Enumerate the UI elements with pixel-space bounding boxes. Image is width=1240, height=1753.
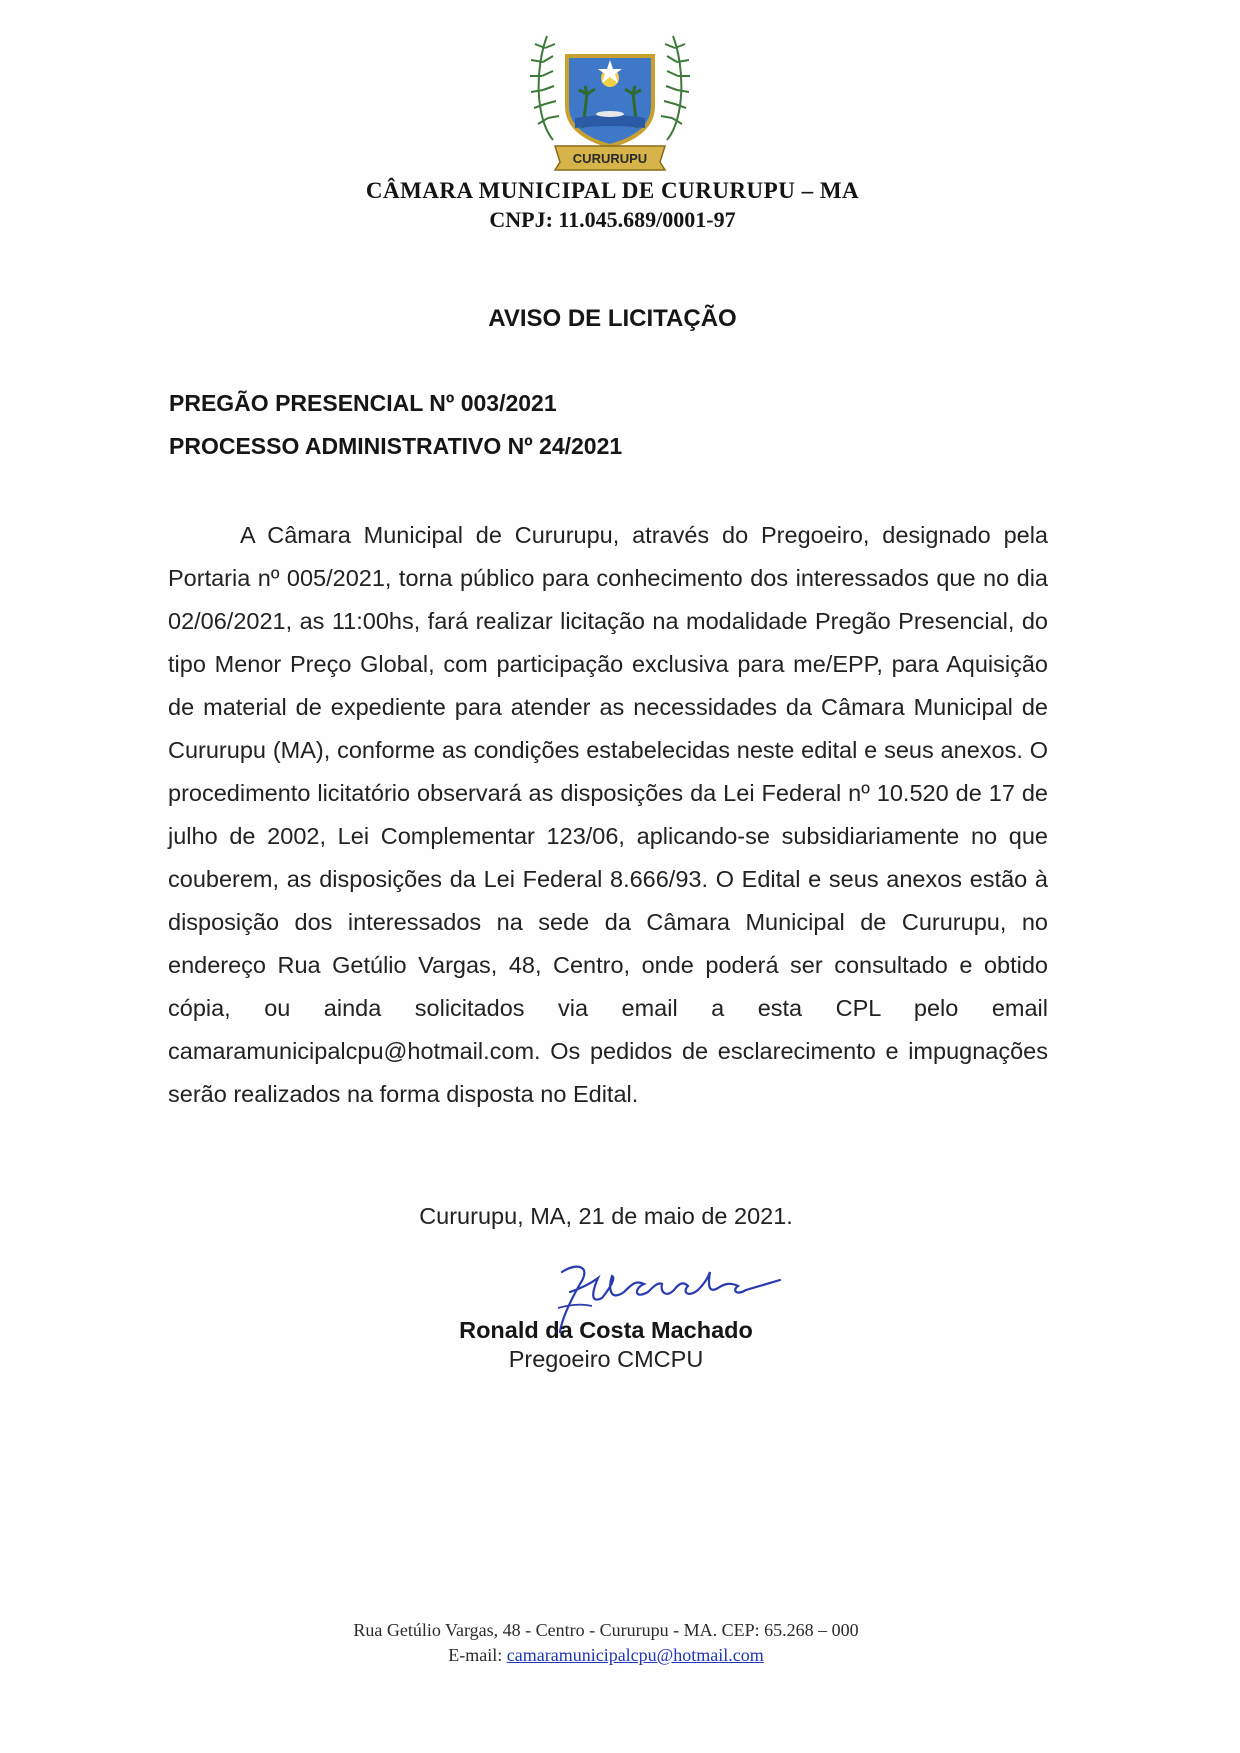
place-and-date: Cururupu, MA, 21 de maio de 2021. [419, 1203, 793, 1229]
signer-role: Pregoeiro CMCPU [508, 1346, 704, 1372]
pregao-reference: PREGÃO PRESENCIAL Nº 003/2021 [169, 390, 557, 416]
municipal-coat-of-arms-icon [515, 28, 705, 176]
footer-address: Rua Getúlio Vargas, 48 - Centro - Cururupu - MA. CEP: 65.268 – 000 [353, 1620, 859, 1640]
footer-email-label: E-mail: [448, 1645, 503, 1665]
footer-email-line [0, 1645, 1212, 1666]
signer-name: Ronald da Costa Machado [459, 1317, 753, 1343]
processo-reference: PROCESSO ADMINISTRATIVO Nº 24/2021 [169, 433, 623, 459]
left-palm-branch [530, 36, 559, 140]
notice-body: A Câmara Municipal de Cururupu, através do Pregoeiro, designado pela Portaria nº 005/2021, torna público para conhecimento dos interessados que no dia 02/06/2021, as 11:00hs, fará realizar licitação na modalidade Pregão Presencial, do tipo Menor Preço Global, com participação exclusiva para me/EPP, para Aquisição de material de expediente para atender as necessidades da Câmara Municipal de Cururupu (MA), conforme as condições estabelecidas neste edital e seus anexos. O procedimento licitatório observará as disposições da Lei Federal nº 10.520 de 17 de julho de 2002, Lei Complementar 123/06, aplicando-se subsidiariamente no que couberem, as disposições da Lei Federal 8.666/93. O Edital e seus anexos estão à disposição dos interessados na sede da Câmara Municipal de Cururupu, no endereço Rua Getúlio Vargas, 48, Centro, onde poderá ser consultado e obtido cópia, ou ainda solicitados via email a esta CPL pelo email camaramunicipalcpu@hotmail.com. Os pedidos de esclarecimento e impugnações serão realizados na forma disposta no Edital. [168, 522, 1048, 1107]
institution-cnpj: CNPJ: 11.045.689/0001-97 [489, 207, 736, 232]
crest-banner-text: CURURUPU [572, 151, 648, 166]
notice-title: AVISO DE LICITAÇÃO [488, 305, 737, 332]
institution-name: CÂMARA MUNICIPAL DE CURURUPU – MA [365, 178, 860, 203]
right-palm-branch [661, 36, 690, 140]
footer-email-link[interactable]: camaramunicipalcpu@hotmail.com [506, 1645, 764, 1665]
